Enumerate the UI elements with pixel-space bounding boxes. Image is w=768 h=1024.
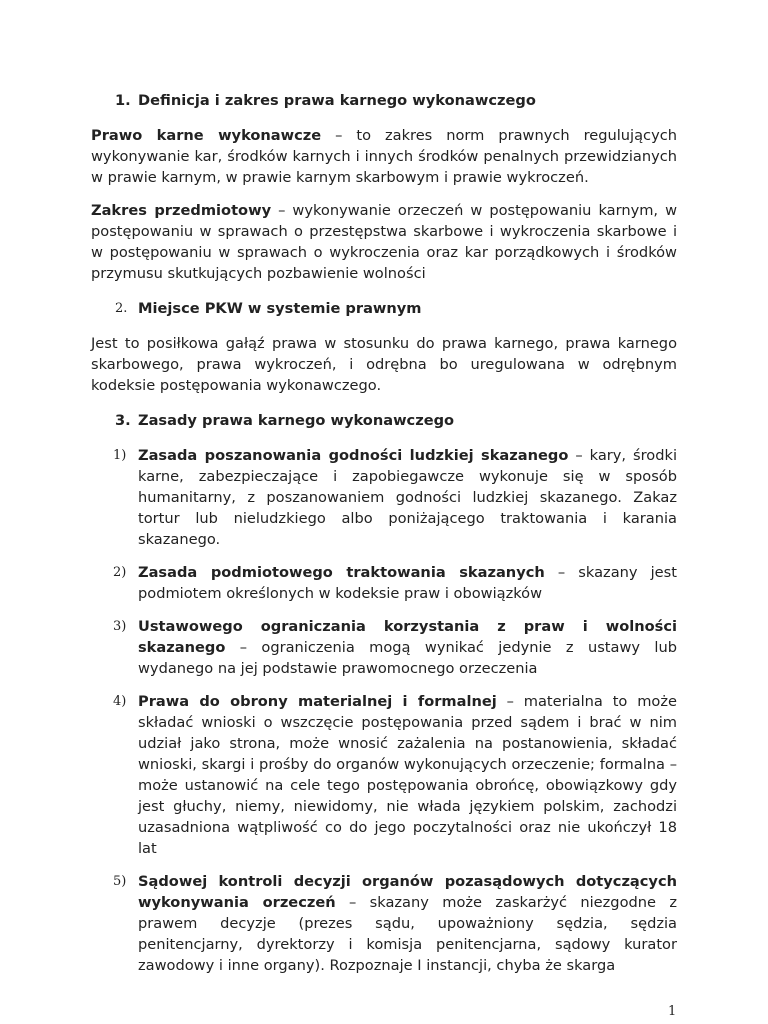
list-item bbox=[91, 691, 677, 859]
list-item-text: – skazany jest podmiotem określonych w kodeksie praw i obowiązków bbox=[138, 564, 677, 602]
list-item-term: Ustawowego ograniczania korzystania z praw i wolności skazanego bbox=[138, 618, 677, 656]
list-item-body bbox=[138, 562, 677, 604]
list-item-body bbox=[138, 871, 677, 976]
section-1-number: 1. bbox=[115, 92, 131, 109]
list-item bbox=[91, 871, 677, 976]
list-item-term: Zasada poszanowania godności ludzkiej skazanego bbox=[138, 447, 569, 464]
list-item bbox=[91, 616, 677, 679]
list-item-number: 4) bbox=[113, 694, 127, 709]
list-item-text: – skazany może zaskarżyć niezgodne z prawem decyzje (prezes sądu, upoważniony sędzia, sędzia penitencjarny, dyrektorzy i komisja penitencjarna, sądowy kurator zawodowy i inne organy). Rozpoznaje I instancji, chyba że skarga bbox=[138, 894, 677, 974]
section-2-heading bbox=[115, 298, 677, 319]
list-item-body bbox=[138, 616, 677, 679]
section-1-heading bbox=[115, 90, 677, 111]
list-item-body bbox=[138, 691, 677, 859]
list-item-term: Prawa do obrony materialnej i formalnej bbox=[138, 693, 497, 710]
list-item-number: 1) bbox=[113, 448, 127, 463]
section-1-paragraph-1 bbox=[91, 125, 677, 188]
principles-list bbox=[91, 445, 677, 976]
section-3-title: Zasady prawa karnego wykonawczego bbox=[138, 412, 455, 429]
list-item-text: – materialna to może składać wnioski o wszczęcie postępowania przed sądem i brać w nim udział jako strona, może wnosić zażalenia na postanowienia, składać wnioski, skargi i prośby do organów wykonujących orzeczenie; formalna – może ustanowić na cele tego postępowania obrońcę, obowiązkowy gdy jest głuchy, niemy, niewidomy, nie włada językiem polskim, zachodzi uzasadniona wątpliwość co do jego poczytalności oraz nie ukończył 18 lat bbox=[138, 693, 677, 857]
term-zakres-przedmiotowy: Zakres przedmiotowy bbox=[91, 202, 272, 219]
list-item-number: 5) bbox=[113, 874, 127, 889]
list-item-body bbox=[138, 445, 677, 550]
section-2-title: Miejsce PKW w systemie prawnym bbox=[138, 300, 422, 317]
section-3-heading bbox=[115, 410, 677, 431]
list-item-number: 2) bbox=[113, 565, 127, 580]
document-body bbox=[91, 90, 677, 976]
section-1-paragraph-2 bbox=[91, 200, 677, 284]
term-prawo-karne-wykonawcze: Prawo karne wykonawcze bbox=[91, 127, 322, 144]
paragraph-text: – wykonywanie orzeczeń w postępowaniu karnym, w postępowaniu w sprawach o przestępstwa skarbowe i wykroczenia skarbowe i w postępowaniu w sprawach o wykroczenia oraz kar porządkowych i środków przymusu skutkujących pozbawienie wolności bbox=[91, 202, 678, 282]
list-item bbox=[91, 445, 677, 550]
list-item-number: 3) bbox=[113, 619, 127, 634]
section-1-title: Definicja i zakres prawa karnego wykonawczego bbox=[138, 92, 536, 109]
paragraph-text: – to zakres norm prawnych regulujących wykonywanie kar, środków karnych i innych środków penalnych przewidzianych w prawie karnym, w prawie karnym skarbowym i prawie wykroczeń. bbox=[91, 127, 677, 186]
list-item-term: Sądowej kontroli decyzji organów pozasądowych dotyczących wykonywania orzeczeń bbox=[138, 873, 677, 911]
list-item-term: Zasada podmiotowego traktowania skazanych bbox=[138, 564, 545, 581]
list-item-text: – ograniczenia mogą wynikać jedynie z ustawy lub wydanego na jej podstawie prawomocnego orzeczenia bbox=[138, 639, 677, 677]
section-3-number: 3. bbox=[115, 412, 131, 429]
section-2-paragraph-1: Jest to posiłkowa gałąź prawa w stosunku do prawa karnego, prawa karnego skarbowego, prawa wykroczeń, i odrębna bo uregulowana w odrębnym kodeksie postępowania wykonawczego. bbox=[91, 335, 677, 394]
section-2-number: 2. bbox=[115, 301, 128, 316]
list-item-text: – kary, środki karne, zabezpieczające i zapobiegawcze wykonuje się w sposób humanitarny, z poszanowaniem godności ludzkiej skazanego. Zakaz tortur lub nieludzkiego albo poniżającego traktowania i karania skazanego. bbox=[138, 447, 677, 548]
list-item bbox=[91, 562, 677, 604]
page-number: 1 bbox=[668, 1004, 677, 1019]
